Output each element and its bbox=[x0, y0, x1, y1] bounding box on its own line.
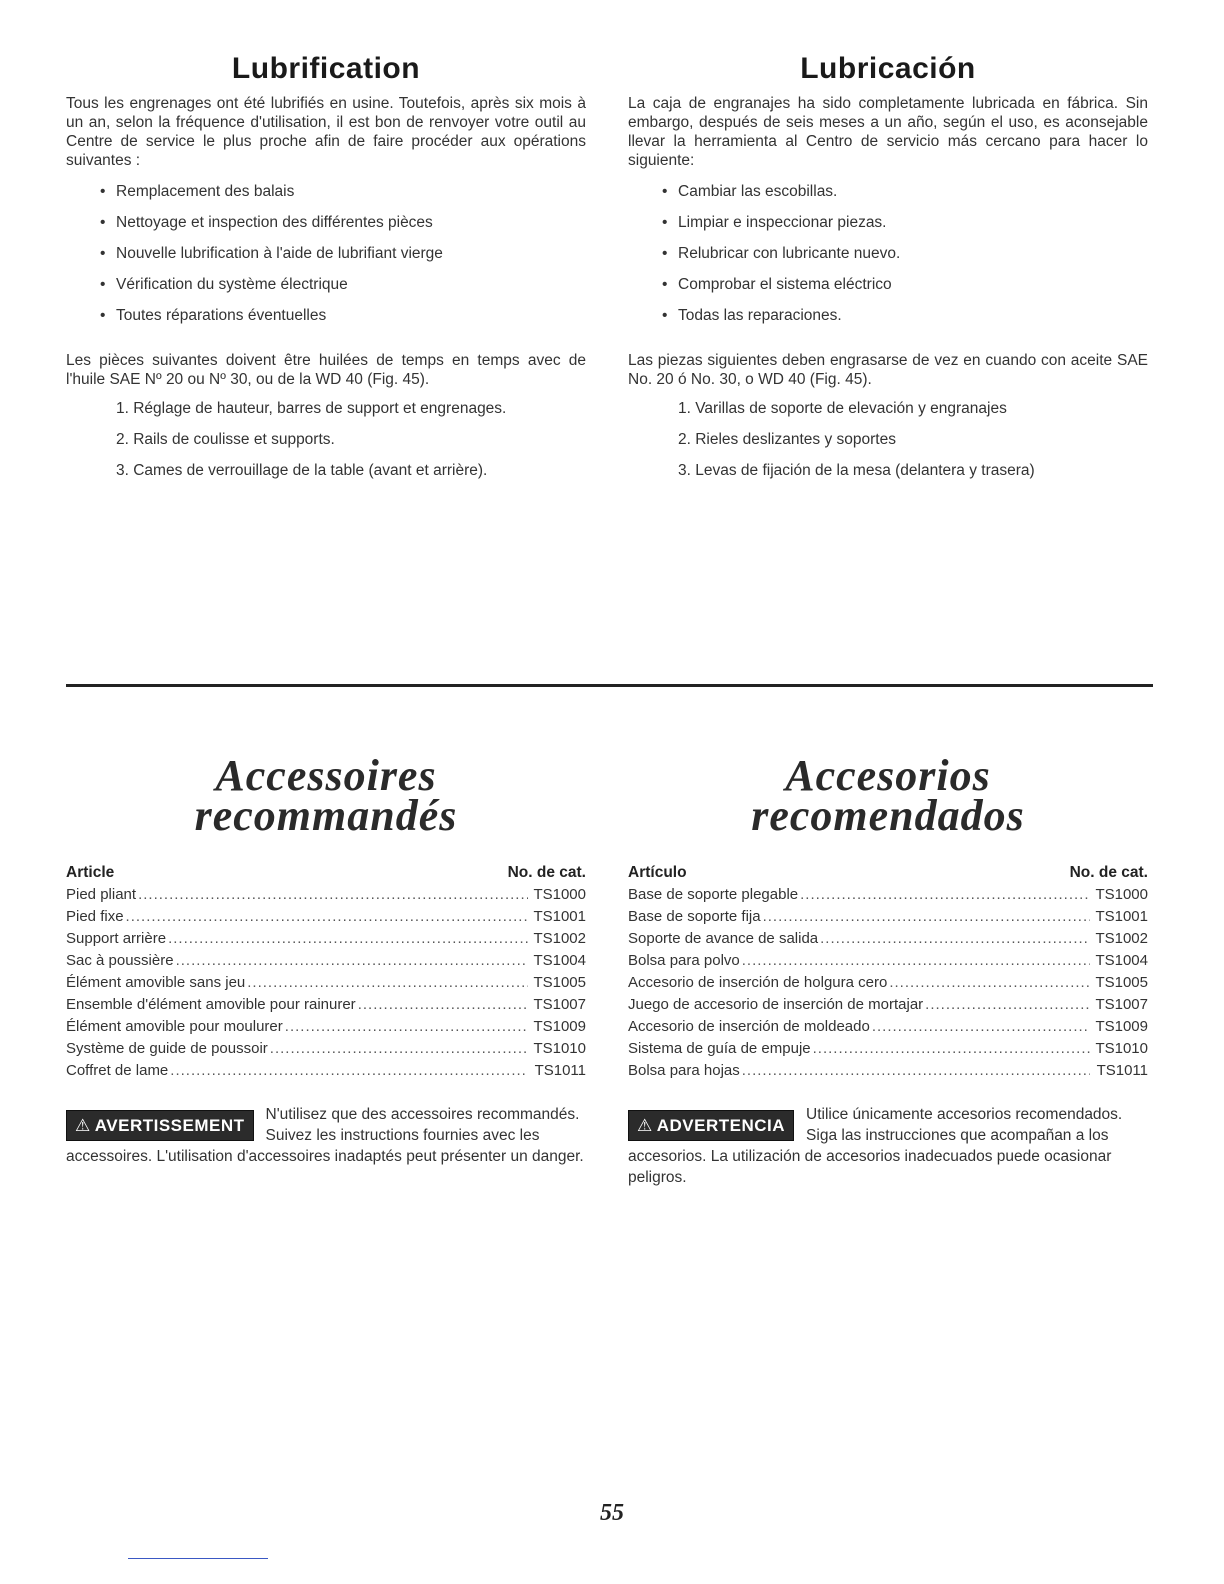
item-cat: TS1000 bbox=[533, 886, 586, 903]
table-row bbox=[628, 884, 1148, 906]
item-cat: TS1011 bbox=[1096, 1062, 1148, 1079]
item-name: Pied fixe bbox=[66, 908, 124, 925]
accessories-es-title-line2: recomendados bbox=[751, 791, 1025, 840]
table-row bbox=[66, 906, 586, 928]
item-cat: TS1004 bbox=[1095, 952, 1148, 969]
list-item: • Toutes réparations éventuelles bbox=[116, 306, 586, 325]
list-item: 1. Réglage de hauteur, barres de support et engrenages. bbox=[116, 400, 507, 417]
lubrication-es-title: Lubricación bbox=[800, 52, 976, 85]
table-row bbox=[628, 972, 1148, 994]
table-row bbox=[66, 1038, 586, 1060]
accessories-es-section bbox=[628, 751, 1148, 1188]
item-name: Élément amovible pour moulurer bbox=[66, 1018, 283, 1035]
item-cat: TS1004 bbox=[533, 952, 586, 969]
item-cat: TS1010 bbox=[533, 1040, 586, 1057]
column-header-cat: No. de cat. bbox=[1069, 864, 1148, 881]
warning-badge-fr bbox=[66, 1110, 254, 1141]
accessories-fr-title-line1: Accessoires bbox=[215, 751, 437, 800]
table-row bbox=[66, 1016, 586, 1038]
list-item: 3. Levas de fijación de la mesa (delantera y trasera) bbox=[678, 462, 1035, 479]
accessories-es-header bbox=[628, 864, 1148, 882]
item-name: Accesorio de inserción de holgura cero bbox=[628, 974, 888, 991]
lubrication-es-section bbox=[628, 52, 1148, 492]
table-row bbox=[66, 994, 586, 1016]
list-item: 1. Varillas de soporte de elevación y engranajes bbox=[678, 400, 1007, 417]
item-cat: TS1002 bbox=[1095, 930, 1148, 947]
lubrication-fr-bullets bbox=[66, 182, 586, 325]
warning-text: Utilice únicamente accesorios recomendados. Siga las instrucciones que acompañan a los accesorios. La utilización de accesorios inadecuados puede ocasionar peligros. bbox=[628, 1106, 1123, 1186]
lubrication-es-intro: La caja de engranajes ha sido completamente lubricada en fábrica. Sin embargo, después de seis meses a un año, según el uso, es aconsejable llevar la herramienta al Centro de servicio más cercano para hacer lo siguiente: bbox=[628, 95, 1148, 169]
list-item: 2. Rieles deslizantes y soportes bbox=[678, 431, 896, 448]
item-cat: TS1005 bbox=[533, 974, 586, 991]
item-name: Bolsa para polvo bbox=[628, 952, 740, 969]
table-row bbox=[628, 1060, 1148, 1082]
lubrication-es-oil-text: Las piezas siguientes deben engrasarse de vez en cuando con aceite SAE No. 20 ó No. 30, o WD 40 (Fig. 45). bbox=[628, 352, 1148, 388]
accessories-fr-header bbox=[66, 864, 586, 882]
warning-fr bbox=[66, 1104, 586, 1167]
table-row bbox=[628, 928, 1148, 950]
item-name: Soporte de avance de salida bbox=[628, 930, 819, 947]
table-row bbox=[628, 994, 1148, 1016]
item-cat: TS1011 bbox=[534, 1062, 586, 1079]
list-item: • Vérification du système électrique bbox=[116, 275, 586, 294]
table-row bbox=[66, 928, 586, 950]
item-cat: TS1001 bbox=[533, 908, 586, 925]
item-name: Base de soporte fija bbox=[628, 908, 761, 925]
warning-triangle-icon: ⚠ bbox=[75, 1116, 91, 1135]
footer-line bbox=[128, 1558, 268, 1559]
accessories-fr-title-line2: recommandés bbox=[194, 791, 458, 840]
table-row bbox=[628, 950, 1148, 972]
item-cat: TS1002 bbox=[533, 930, 586, 947]
accessories-fr-section bbox=[66, 751, 586, 1167]
lubrication-fr-title: Lubrification bbox=[231, 52, 421, 85]
page-number: 55 bbox=[600, 1500, 624, 1526]
item-name: Sistema de guía de empuje bbox=[628, 1040, 811, 1057]
warning-label: AVERTISSEMENT bbox=[94, 1116, 245, 1135]
item-name: Système de guide de poussoir bbox=[66, 1040, 268, 1057]
lubrication-fr-section bbox=[66, 52, 586, 492]
accessories-es-title bbox=[628, 751, 1148, 840]
item-name: Juego de accesorio de inserción de mortajar bbox=[628, 996, 924, 1013]
accessories-fr-title bbox=[66, 751, 586, 840]
item-name: Sac à poussière bbox=[66, 952, 174, 969]
lubrication-fr-oil-text: Les pièces suivantes doivent être huilées de temps en temps avec de l'huile SAE Nº 20 ou Nº 30, ou de la WD 40 (Fig. 45). bbox=[66, 352, 586, 388]
warning-es bbox=[628, 1104, 1148, 1188]
warning-badge-es bbox=[628, 1110, 794, 1141]
item-name: Bolsa para hojas bbox=[628, 1062, 740, 1079]
accessories-es-title-line1: Accesorios bbox=[785, 751, 991, 800]
warning-label: ADVERTENCIA bbox=[656, 1116, 786, 1135]
accessories-es-table bbox=[628, 884, 1148, 1082]
item-name: Pied pliant bbox=[66, 886, 137, 903]
item-cat: TS1005 bbox=[1095, 974, 1148, 991]
table-row bbox=[628, 1038, 1148, 1060]
item-cat: TS1007 bbox=[1095, 996, 1148, 1013]
list-item: • Nettoyage et inspection des différentes pièces bbox=[116, 213, 586, 232]
section-divider bbox=[66, 684, 1153, 687]
list-item: 3. Cames de verrouillage de la table (avant et arrière). bbox=[116, 462, 488, 479]
item-name: Accesorio de inserción de moldeado bbox=[628, 1018, 870, 1035]
list-item: • Todas las reparaciones. bbox=[678, 306, 1148, 325]
item-name: Support arrière bbox=[66, 930, 167, 947]
column-header-article: Artículo bbox=[628, 864, 687, 881]
table-row bbox=[66, 1060, 586, 1082]
list-item: • Comprobar el sistema eléctrico bbox=[678, 275, 1148, 294]
column-header-article: Article bbox=[66, 864, 115, 881]
item-cat: TS1010 bbox=[1095, 1040, 1148, 1057]
list-item: • Nouvelle lubrification à l'aide de lubrifiant vierge bbox=[116, 244, 586, 263]
item-name: Coffret de lame bbox=[66, 1062, 169, 1079]
warning-triangle-icon: ⚠ bbox=[637, 1116, 653, 1135]
table-row bbox=[628, 906, 1148, 928]
accessories-fr-table bbox=[66, 884, 586, 1082]
item-cat: TS1000 bbox=[1095, 886, 1148, 903]
column-header-cat: No. de cat. bbox=[507, 864, 586, 881]
item-cat: TS1001 bbox=[1095, 908, 1148, 925]
item-cat: TS1009 bbox=[1095, 1018, 1148, 1035]
list-item: • Relubricar con lubricante nuevo. bbox=[678, 244, 1148, 263]
table-row bbox=[66, 972, 586, 994]
item-cat: TS1009 bbox=[533, 1018, 586, 1035]
table-row bbox=[66, 950, 586, 972]
item-name: Base de soporte plegable bbox=[628, 886, 799, 903]
table-row bbox=[628, 1016, 1148, 1038]
lubrication-fr-numbered bbox=[66, 399, 586, 480]
list-item: 2. Rails de coulisse et supports. bbox=[116, 431, 335, 448]
item-name: Élément amovible sans jeu bbox=[66, 974, 246, 991]
warning-text: N'utilisez que des accessoires recommandés. Suivez les instructions fournies avec les accessoires. L'utilisation d'accessoires inadaptés peut présenter un danger. bbox=[66, 1106, 584, 1165]
list-item: • Remplacement des balais bbox=[116, 182, 586, 201]
lubrication-es-numbered bbox=[628, 399, 1148, 480]
lubrication-fr-intro: Tous les engrenages ont été lubrifiés en usine. Toutefois, après six mois à un an, selon la fréquence d'utilisation, il est bon de renvoyer votre outil au Centre de service le plus proche afin de faire procéder aux opérations suivantes : bbox=[66, 95, 586, 169]
list-item: • Cambiar las escobillas. bbox=[678, 182, 1148, 201]
item-cat: TS1007 bbox=[533, 996, 586, 1013]
lubrication-es-bullets bbox=[628, 182, 1148, 325]
table-row bbox=[66, 884, 586, 906]
item-name: Ensemble d'élément amovible pour rainurer bbox=[66, 996, 356, 1013]
list-item: • Limpiar e inspeccionar piezas. bbox=[678, 213, 1148, 232]
